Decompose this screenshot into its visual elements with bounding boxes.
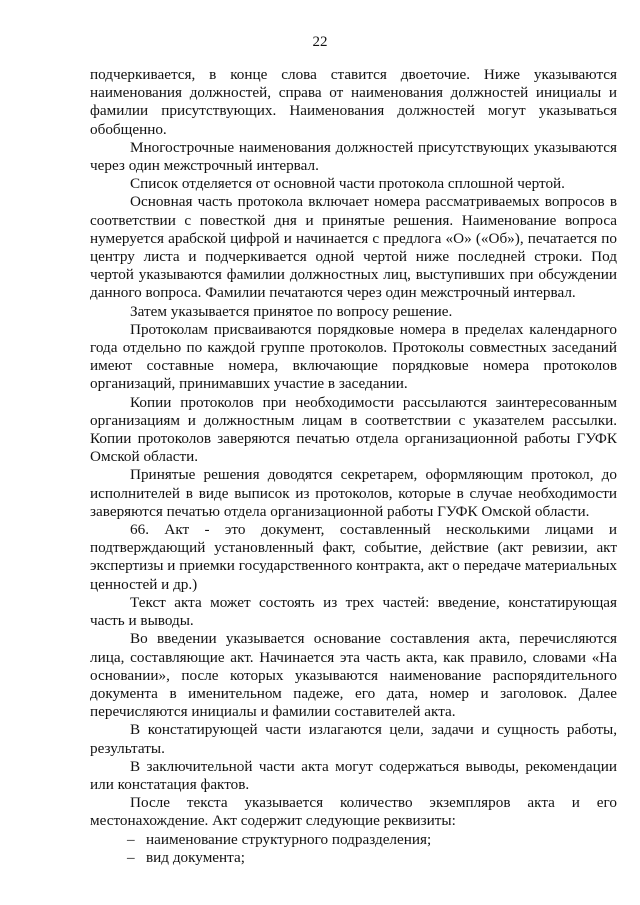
list-item	[90, 831, 617, 849]
paragraph: Текст акта может состоять из трех частей: введение, констатирующая часть и выводы.	[90, 593, 617, 630]
paragraph: подчеркивается, в конце слова ставится двоеточие. Ниже указываются наименования должностей, справа от наименования должностей инициалы и фамилии присутствующих. Наименования должностей могут указываться обобщенно.	[90, 66, 617, 138]
requisites-list	[90, 831, 617, 867]
list-dash: –	[127, 848, 135, 866]
list-item	[90, 849, 617, 867]
paragraph: В констатирующей части излагаются цели, задачи и сущность работы, результаты.	[90, 721, 617, 757]
document-body	[90, 66, 617, 867]
paragraph: После текста указывается количество экземпляров акта и его местонахождение. Акт содержит следующие реквизиты:	[90, 794, 617, 830]
paragraph: Затем указывается принятое по вопросу решение.	[130, 302, 453, 320]
paragraph: 66. Акт - это документ, составленный несколькими лицами и подтверждающий установленный факт, событие, действие (акт ревизии, акт экспертизы и приемки государственного контракта, акт о передаче материальных ценностей и др.)	[90, 521, 617, 593]
paragraph: Основная часть протокола включает номера рассматриваемых вопросов в соответствии с повесткой дня и принятые решения. Наименование вопроса нумеруется арабской цифрой и начинается с предлога «О» («Об»), печатается по центру листа и подчеркивается одной чертой ниже последней строки. Под чертой указываются фамилии должностных лиц, выступивших при обсуждении данного вопроса. Фамилии печатаются через один межстрочный интервал.	[90, 193, 617, 302]
list-item-text: наименование структурного подразделения;	[146, 830, 432, 848]
paragraph: Копии протоколов при необходимости рассылаются заинтересованным организациям и должностным лицам в соответствии с указателем рассылки. Копии протоколов заверяются печатью отдела организационной работы ГУФК Омской области.	[90, 393, 617, 466]
paragraph: Принятые решения доводятся секретарем, оформляющим протокол, до исполнителей в виде выписок из протоколов, которые в случае необходимости заверяются печатью отдела организационной работы ГУФК Омской области.	[90, 466, 617, 520]
paragraph: Многострочные наименования должностей присутствующих указываются через один межстрочный интервал.	[90, 138, 617, 175]
paragraph: В заключительной части акта могут содержаться выводы, рекомендации или констатация фактов.	[90, 757, 617, 793]
list-dash: –	[127, 830, 135, 848]
page-number: 22	[312, 34, 328, 50]
list-item-text: вид документа;	[146, 848, 245, 866]
paragraph: Во введении указывается основание составления акта, перечисляются лица, составляющие акт. Начинается эта часть акта, как правило, словами «На основании», после которых указываются наименование распорядительного документа в именительном падеже, его дата, номер и заголовок. Далее перечисляются инициалы и фамилии составителей акта.	[90, 630, 617, 721]
paragraph: Протоколам присваиваются порядковые номера в пределах календарного года отдельно по каждой группе протоколов. Протоколы совместных заседаний имеют составные номера, включающие порядковые номера протоколов организаций, принимавших участие в заседании.	[90, 320, 617, 393]
paragraph: Список отделяется от основной части протокола сплошной чертой.	[130, 175, 565, 193]
